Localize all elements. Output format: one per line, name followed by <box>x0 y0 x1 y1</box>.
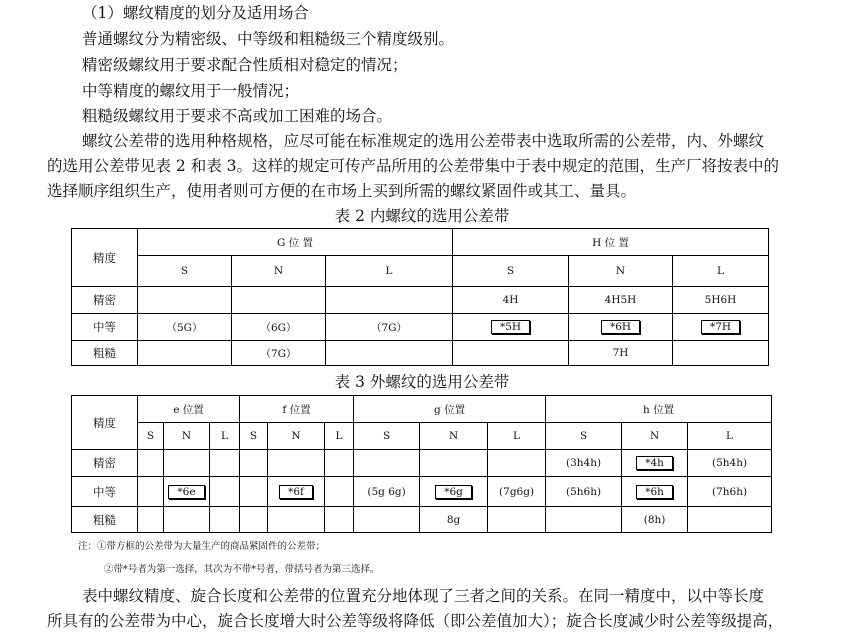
boxed-tolerance: *6H <box>601 320 640 334</box>
row-label: 粗糙 <box>72 507 138 533</box>
table-cell <box>420 450 488 477</box>
table-cell: （5G） <box>138 314 232 341</box>
boxed-tolerance: *4h <box>636 456 673 470</box>
subheader: N <box>569 256 673 287</box>
table-cell <box>325 450 354 477</box>
subheader: L <box>488 423 546 450</box>
group-header: h 位置 <box>546 396 772 423</box>
table-cell <box>210 477 240 507</box>
table-cell <box>325 477 354 507</box>
boxed-tolerance: *6h <box>636 485 673 499</box>
group-header: f 位置 <box>240 396 354 423</box>
precision-header: 精度 <box>72 396 138 450</box>
table-cell: 8g <box>420 507 488 533</box>
table-row <box>72 314 769 341</box>
table-cell <box>622 477 688 507</box>
table-cell: (5h6h) <box>546 477 622 507</box>
table-cell: (7h6h) <box>688 477 772 507</box>
subheader: N <box>420 423 488 450</box>
group-header: g 位置 <box>354 396 546 423</box>
paragraph-line: 普通螺纹分为精密级、中等级和粗糙级三个精度级别。 <box>82 30 455 48</box>
table-cell <box>164 507 210 533</box>
section-heading: （1）螺纹精度的划分及适用场合 <box>82 4 309 22</box>
boxed-tolerance: *6g <box>435 485 472 499</box>
row-label: 精密 <box>72 450 138 477</box>
subheader: S <box>546 423 622 450</box>
table-cell <box>326 341 453 366</box>
subheader: S <box>453 256 569 287</box>
table-cell: （6G） <box>232 314 326 341</box>
table-cell: (7g6g) <box>488 477 546 507</box>
table-cell <box>673 341 769 366</box>
table-cell <box>420 477 488 507</box>
table-cell: (5h4h) <box>688 450 772 477</box>
subheader: L <box>325 423 354 450</box>
table-note: ②带*号者为第一选择，其次为不带*号者，带括号者为第三选择。 <box>104 564 380 575</box>
subheader: L <box>688 423 772 450</box>
paragraph-line: 的选用公差带见表 2 和表 3。这样的规定可传产品所用的公差带集中于表中规定的范围，生产厂将按表中的 <box>47 157 780 175</box>
table-cell <box>488 450 546 477</box>
group-header: H 位 置 <box>453 229 769 256</box>
table-cell: （7G） <box>232 341 326 366</box>
table-cell: 4H5H <box>569 287 673 314</box>
table-cell <box>622 450 688 477</box>
table-note: 注：①带方框的公差带为大量生产的商品紧固件的公差带； <box>78 541 326 552</box>
table-cell <box>210 450 240 477</box>
table-cell: (5g 6g) <box>354 477 420 507</box>
subheader: S <box>138 423 164 450</box>
table-cell <box>164 477 210 507</box>
table-cell <box>240 477 268 507</box>
row-label: 精密 <box>72 287 138 314</box>
table-cell <box>326 287 453 314</box>
table-cell <box>268 507 325 533</box>
table-cell <box>240 450 268 477</box>
table2 <box>71 228 769 366</box>
row-label: 中等 <box>72 477 138 507</box>
table-cell <box>240 507 268 533</box>
row-label: 粗糙 <box>72 341 138 366</box>
row-label: 中等 <box>72 314 138 341</box>
paragraph-line: 螺纹公差带的选用种格规格，应尽可能在标准规定的选用公差带表中选取所需的公差带，内、外螺纹 <box>82 132 765 150</box>
table-cell <box>164 450 210 477</box>
table-cell <box>673 314 769 341</box>
subheader: N <box>622 423 688 450</box>
paragraph-line: 精密级螺纹用于要求配合性质相对稳定的情况； <box>82 56 408 74</box>
table-cell <box>569 314 673 341</box>
table-cell <box>138 341 232 366</box>
subheader: N <box>232 256 326 287</box>
table-row <box>72 507 772 533</box>
table-cell: 7H <box>569 341 673 366</box>
table-cell <box>546 507 622 533</box>
table-cell: (3h4h) <box>546 450 622 477</box>
table2-caption: 表 2 内螺纹的选用公差带 <box>334 207 510 225</box>
table-cell <box>325 507 354 533</box>
table-cell <box>354 450 420 477</box>
table-row <box>72 341 769 366</box>
table-cell <box>453 314 569 341</box>
table-row <box>72 287 769 314</box>
group-header: e 位置 <box>138 396 240 423</box>
subheader: L <box>210 423 240 450</box>
boxed-tolerance: *5H <box>491 320 530 334</box>
table-cell <box>138 477 164 507</box>
table-cell <box>138 287 232 314</box>
paragraph-line: 所具有的公差带为中心，旋合长度增大时公差等级将降低（即公差值加大）；旋合长度减少时公差等级提高， <box>47 612 784 630</box>
table3-caption: 表 3 外螺纹的选用公差带 <box>334 373 510 391</box>
table3 <box>71 395 772 533</box>
group-header: G 位 置 <box>138 229 453 256</box>
boxed-tolerance: *6e <box>168 485 204 499</box>
table-cell <box>354 507 420 533</box>
table-cell <box>138 507 164 533</box>
paragraph-line: 表中螺纹精度、旋合长度和公差带的位置充分地体现了三者之间的关系。在同一精度中，以中等长度 <box>82 587 765 605</box>
table-cell <box>210 507 240 533</box>
paragraph-line: 粗糙级螺纹用于要求不高或加工困难的场合。 <box>82 107 393 125</box>
paragraph-line: 中等精度的螺纹用于一般情况； <box>82 82 300 100</box>
precision-header: 精度 <box>72 229 138 287</box>
subheader: S <box>354 423 420 450</box>
table-cell <box>488 507 546 533</box>
table-cell <box>688 507 772 533</box>
table-row <box>72 450 772 477</box>
subheader: S <box>138 256 232 287</box>
subheader: L <box>326 256 453 287</box>
subheader: N <box>164 423 210 450</box>
table-cell: 5H6H <box>673 287 769 314</box>
boxed-tolerance: *6f <box>279 485 313 499</box>
table-cell <box>453 341 569 366</box>
table-cell <box>232 287 326 314</box>
paragraph-line: 选择顺序组织生产，使用者则可方便的在市场上买到所需的螺纹紧固件或其工、量具。 <box>47 182 637 200</box>
table-cell <box>138 450 164 477</box>
subheader: L <box>673 256 769 287</box>
table-row <box>72 477 772 507</box>
table-cell: 4H <box>453 287 569 314</box>
boxed-tolerance: *7H <box>701 320 740 334</box>
table-cell <box>268 450 325 477</box>
table-cell: (8h) <box>622 507 688 533</box>
table-cell: （7G） <box>326 314 453 341</box>
subheader: S <box>240 423 268 450</box>
subheader: N <box>268 423 325 450</box>
table-cell <box>268 477 325 507</box>
